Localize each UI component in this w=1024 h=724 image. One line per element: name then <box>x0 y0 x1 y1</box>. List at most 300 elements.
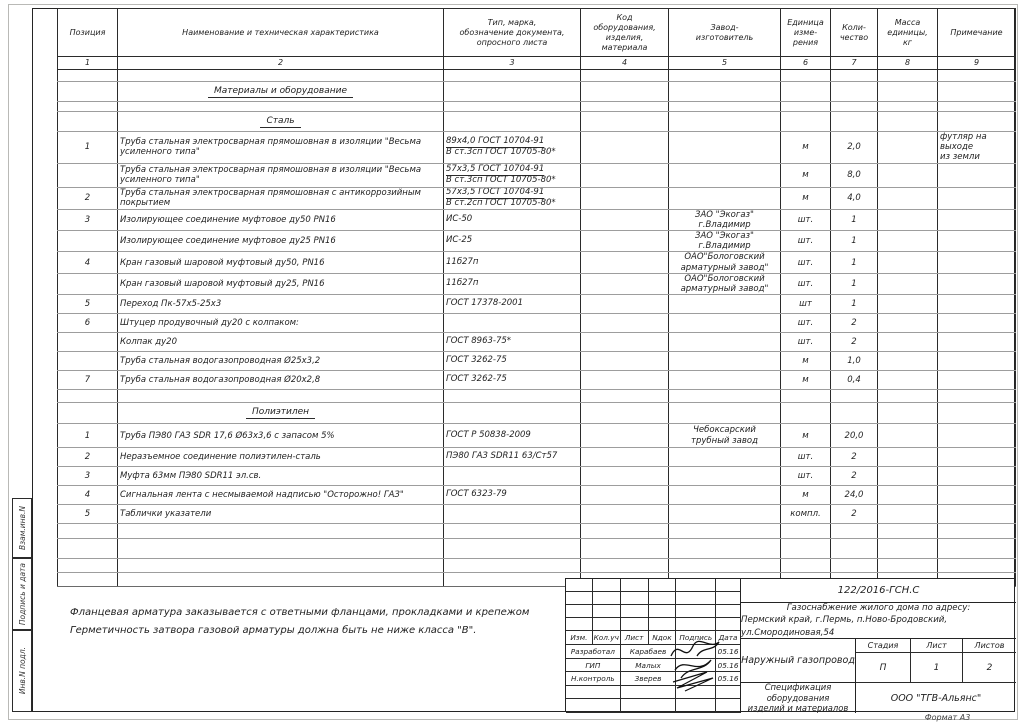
qty-cell <box>831 70 878 82</box>
pos-cell <box>58 82 118 102</box>
rev-header-cell: Nдок <box>649 631 677 645</box>
name-cell: Труба стальная водогазопроводная Ø25х3,2 <box>118 352 444 371</box>
unit-cell: шт. <box>781 467 831 486</box>
type-cell: 57х3,5 ГОСТ 10704-91 В ст.2сп ГОСТ 10705-80* <box>444 187 581 209</box>
qty-cell: 0,4 <box>831 371 878 390</box>
qty-cell <box>831 112 878 132</box>
code-cell <box>581 102 669 112</box>
blank-row <box>58 539 1016 559</box>
frame-stamp-podpis-data <box>12 558 32 630</box>
name-cell: Труба ПЭ80 ГАЗ SDR 17,6 Ø63х3,6 с запасом 5% <box>118 424 444 448</box>
code-cell <box>581 559 669 573</box>
qty-cell: 20,0 <box>831 424 878 448</box>
name-cell <box>118 559 444 573</box>
code-cell <box>581 424 669 448</box>
column-number: 3 <box>444 57 581 70</box>
organization-name: ООО "ТГВ-Альянс" <box>890 692 982 704</box>
mass-cell <box>878 559 938 573</box>
manuf-cell <box>669 333 781 352</box>
note-cell <box>938 403 1016 424</box>
unit-cell <box>781 539 831 559</box>
mass-cell <box>878 539 938 559</box>
sign-date: 05.16 <box>716 645 740 659</box>
name-cell: Труба стальная электросварная прямошовная с антикоррозийным покрытием <box>118 187 444 209</box>
code-cell <box>581 486 669 505</box>
pos-cell: 4 <box>58 252 118 273</box>
manuf-cell: Чебоксарский трубный завод <box>669 424 781 448</box>
unit-cell: м <box>781 371 831 390</box>
mass-cell <box>878 273 938 294</box>
pos-cell: 1 <box>58 424 118 448</box>
qty-cell: 1 <box>831 295 878 314</box>
code-cell <box>581 132 669 164</box>
qty-cell: 2 <box>831 314 878 333</box>
rev-cell <box>566 618 593 631</box>
unit-cell: шт. <box>781 230 831 251</box>
unit-cell: шт. <box>781 252 831 273</box>
rev-cell <box>593 592 621 605</box>
manuf-cell: ОАО"Бологовский арматурный завод" <box>669 252 781 273</box>
pos-cell: 6 <box>58 314 118 333</box>
table-row <box>58 252 1016 273</box>
sign-date: 05.16 <box>716 659 740 672</box>
mass-cell <box>878 424 938 448</box>
type-cell: ГОСТ 3262-75 <box>444 371 581 390</box>
rev-cell <box>649 579 677 592</box>
note-line-2: Герметичность затвора газовой арматуры должна быть не ниже класса "В". <box>70 625 477 636</box>
table-row <box>58 163 1016 187</box>
project-title-line-1: Газоснабжение жилого дома по адресу: <box>786 602 971 613</box>
table-row <box>58 314 1016 333</box>
qty-cell: 2,0 <box>831 132 878 164</box>
note-cell <box>938 505 1016 524</box>
blank-row <box>58 524 1016 539</box>
table-row <box>58 448 1016 467</box>
unit-cell <box>781 82 831 102</box>
name-cell: Труба стальная водогазопроводная Ø20х2,8 <box>118 371 444 390</box>
note-cell <box>938 371 1016 390</box>
mass-cell <box>878 448 938 467</box>
note-cell: футляр на выходе из земли <box>938 132 1016 164</box>
note-cell <box>938 539 1016 559</box>
code-cell <box>581 539 669 559</box>
name-cell: Таблички указатели <box>118 505 444 524</box>
column-header-2: Наименование и техническая характеристика <box>118 9 444 57</box>
column-number: 7 <box>831 57 878 70</box>
note-cell <box>938 424 1016 448</box>
rev-empty-row <box>566 579 740 592</box>
table-row <box>58 209 1016 230</box>
pos-cell: 1 <box>58 132 118 164</box>
unit-cell: м <box>781 486 831 505</box>
note-line-1: Фланцевая арматура заказывается с ответными фланцами, прокладками и крепежом <box>70 607 530 618</box>
qty-cell <box>831 82 878 102</box>
type-cell: ИС-50 <box>444 209 581 230</box>
manuf-cell <box>669 448 781 467</box>
unit-cell: шт. <box>781 209 831 230</box>
rev-empty-row <box>566 618 740 631</box>
name-cell <box>118 539 444 559</box>
unit-cell <box>781 70 831 82</box>
column-number: 8 <box>878 57 938 70</box>
manuf-cell <box>669 559 781 573</box>
qty-cell: 8,0 <box>831 163 878 187</box>
column-number: 5 <box>669 57 781 70</box>
note-cell <box>938 314 1016 333</box>
rev-header-cell: Подпись <box>676 631 716 645</box>
rev-cell <box>676 592 716 605</box>
code-cell <box>581 252 669 273</box>
blank-row <box>58 559 1016 573</box>
rev-cell <box>593 579 621 592</box>
type-cell <box>444 505 581 524</box>
rev-cell <box>676 618 716 631</box>
mass-cell <box>878 209 938 230</box>
type-cell <box>444 314 581 333</box>
mass-cell <box>878 112 938 132</box>
code-cell <box>581 314 669 333</box>
sheet-content-line-1: Спецификация оборудования <box>764 681 832 703</box>
name-cell: Труба стальная электросварная прямошовная в изоляции "Весьма усиленного типа" <box>118 163 444 187</box>
drawing-title: Наружный газопровод <box>741 639 856 683</box>
pos-cell <box>58 102 118 112</box>
table-row <box>58 505 1016 524</box>
rev-cell <box>649 592 677 605</box>
pos-cell: 2 <box>58 448 118 467</box>
section-title: Полиэтилен <box>246 407 315 419</box>
rev-cell <box>676 579 716 592</box>
frame-stamp-vzam-inv <box>12 498 32 558</box>
rev-header-cell: Кол.уч <box>593 631 621 645</box>
manuf-cell: ЗАО "Экогаз" г.Владимир <box>669 209 781 230</box>
pos-cell <box>58 352 118 371</box>
pos-cell <box>58 333 118 352</box>
qty-cell: 24,0 <box>831 486 878 505</box>
qty-cell: 2 <box>831 333 878 352</box>
unit-cell <box>781 524 831 539</box>
unit-cell <box>781 403 831 424</box>
pos-cell: 7 <box>58 371 118 390</box>
rev-cell <box>566 605 593 618</box>
sheets-value: 2 <box>963 653 1016 683</box>
document-number: 122/2016-ГСН.С <box>741 579 1016 603</box>
name-cell <box>118 82 444 102</box>
sign-role: Разработал <box>566 645 621 659</box>
vzam-inv-label: Взам.инв.N <box>17 506 27 550</box>
rev-cell <box>621 618 649 631</box>
qty-cell <box>831 102 878 112</box>
mass-cell <box>878 467 938 486</box>
type-cell: ГОСТ 6323-79 <box>444 486 581 505</box>
manuf-cell <box>669 314 781 333</box>
code-cell <box>581 403 669 424</box>
rev-cell <box>621 605 649 618</box>
note-cell <box>938 333 1016 352</box>
table-row <box>58 424 1016 448</box>
code-cell <box>581 467 669 486</box>
manuf-cell <box>669 82 781 102</box>
mass-cell <box>878 187 938 209</box>
code-cell <box>581 371 669 390</box>
unit-cell: м <box>781 352 831 371</box>
type-cell <box>444 390 581 403</box>
table-row <box>58 333 1016 352</box>
type-cell <box>444 573 581 587</box>
mass-cell <box>878 314 938 333</box>
column-header-7: Коли- чество <box>831 9 878 57</box>
qty-cell <box>831 524 878 539</box>
name-cell <box>118 112 444 132</box>
mass-cell <box>878 333 938 352</box>
sign-empty-row <box>566 699 740 713</box>
mass-cell <box>878 82 938 102</box>
table-row <box>58 371 1016 390</box>
type-cell <box>444 70 581 82</box>
rev-cell <box>716 579 740 592</box>
frame-stamp-inv-podl <box>12 630 32 712</box>
stage-value: П <box>856 653 911 683</box>
pos-cell <box>58 273 118 294</box>
name-cell: Изолирующее соединение муфтовое ду25 PN16 <box>118 230 444 251</box>
sheet-content-line-2: изделий и материалов <box>747 703 849 714</box>
code-cell <box>581 524 669 539</box>
note-cell <box>938 524 1016 539</box>
sheet-label: Лист <box>911 639 963 653</box>
section-row <box>58 403 1016 424</box>
qty-cell: 1 <box>831 273 878 294</box>
manuf-cell <box>669 486 781 505</box>
code-cell <box>581 273 669 294</box>
unit-cell: м <box>781 163 831 187</box>
mass-cell <box>878 70 938 82</box>
pos-cell <box>58 112 118 132</box>
manuf-cell <box>669 505 781 524</box>
qty-cell: 1,0 <box>831 352 878 371</box>
manuf-cell <box>669 524 781 539</box>
qty-cell <box>831 559 878 573</box>
pos-cell <box>58 163 118 187</box>
pos-cell: 3 <box>58 209 118 230</box>
section-row <box>58 82 1016 102</box>
blank-row <box>58 102 1016 112</box>
rev-cell <box>593 618 621 631</box>
project-title-line-2: Пермский край, г.Пермь, п.Ново-Бродовский, ул.Смородиновая,54 <box>741 615 948 638</box>
stage-header-row <box>856 639 1016 653</box>
manuf-cell <box>669 163 781 187</box>
note-cell <box>938 209 1016 230</box>
pos-cell: 4 <box>58 486 118 505</box>
code-cell <box>581 448 669 467</box>
table-row <box>58 295 1016 314</box>
project-title <box>741 603 1016 639</box>
rev-cell <box>621 592 649 605</box>
type-cell: ГОСТ 8963-75* <box>444 333 581 352</box>
qty-cell <box>831 390 878 403</box>
pos-cell: 3 <box>58 467 118 486</box>
column-number: 1 <box>58 57 118 70</box>
manuf-cell <box>669 187 781 209</box>
sheets-label: Листов <box>963 639 1016 653</box>
manuf-cell <box>669 70 781 82</box>
blank-row <box>58 390 1016 403</box>
specification-table <box>57 8 1016 587</box>
pos-cell <box>58 230 118 251</box>
code-cell <box>581 163 669 187</box>
code-cell <box>581 352 669 371</box>
rev-cell <box>649 605 677 618</box>
unit-cell: компл. <box>781 505 831 524</box>
qty-cell <box>831 403 878 424</box>
type-cell <box>444 559 581 573</box>
rev-cell <box>621 699 677 713</box>
type-cell <box>444 82 581 102</box>
unit-cell <box>781 112 831 132</box>
note-cell <box>938 467 1016 486</box>
unit-cell: м <box>781 424 831 448</box>
name-cell: Кран газовый шаровой муфтовый ду25, PN16 <box>118 273 444 294</box>
name-cell: Колпак ду20 <box>118 333 444 352</box>
name-cell <box>118 524 444 539</box>
type-cell: ПЭ80 ГАЗ SDR11 63/Ст57 <box>444 448 581 467</box>
title-block <box>565 578 1015 712</box>
unit-cell: м <box>781 132 831 164</box>
column-header-6: Единица изме- рения <box>781 9 831 57</box>
type-cell: 11б27п <box>444 273 581 294</box>
unit-cell: шт <box>781 295 831 314</box>
note-cell <box>938 273 1016 294</box>
code-cell <box>581 209 669 230</box>
signature-scribbles <box>663 636 727 694</box>
mass-cell <box>878 371 938 390</box>
unit-cell: шт. <box>781 273 831 294</box>
type-cell: ГОСТ 3262-75 <box>444 352 581 371</box>
unit-cell <box>781 559 831 573</box>
manuf-cell <box>669 352 781 371</box>
section-row <box>58 112 1016 132</box>
qty-cell: 4,0 <box>831 187 878 209</box>
unit-cell: шт. <box>781 314 831 333</box>
qty-cell: 1 <box>831 252 878 273</box>
manuf-cell <box>669 403 781 424</box>
column-header-3: Тип, марка, обозначение документа, опросного листа <box>444 9 581 57</box>
table-row <box>58 352 1016 371</box>
name-cell: Труба стальная электросварная прямошовная в изоляции "Весьма усиленного типа" <box>118 132 444 164</box>
note-cell <box>938 448 1016 467</box>
qty-cell: 1 <box>831 230 878 251</box>
column-number: 2 <box>118 57 444 70</box>
name-cell: Изолирующее соединение муфтовое ду50 PN16 <box>118 209 444 230</box>
rev-cell <box>566 686 621 699</box>
code-cell <box>581 230 669 251</box>
name-cell: Кран газовый шаровой муфтовый ду50, PN16 <box>118 252 444 273</box>
manuf-cell <box>669 390 781 403</box>
manuf-cell <box>669 467 781 486</box>
name-cell <box>118 390 444 403</box>
column-header-8: Масса единицы, кг <box>878 9 938 57</box>
section-title: Материалы и оборудование <box>208 86 353 98</box>
note-cell <box>938 390 1016 403</box>
column-header-5: Завод- изготовитель <box>669 9 781 57</box>
column-header-1: Позиция <box>58 9 118 57</box>
mass-cell <box>878 102 938 112</box>
manuf-cell <box>669 371 781 390</box>
name-cell: Неразъемное соединение полиэтилен-сталь <box>118 448 444 467</box>
pos-cell: 5 <box>58 505 118 524</box>
note-cell <box>938 230 1016 251</box>
qty-cell: 2 <box>831 448 878 467</box>
column-number: 6 <box>781 57 831 70</box>
code-cell <box>581 295 669 314</box>
name-cell <box>118 102 444 112</box>
manuf-cell <box>669 112 781 132</box>
name-cell: Сигнальная лента с несмываемой надписью "Осторожно! ГАЗ" <box>118 486 444 505</box>
sign-name: Карабаев <box>621 645 677 659</box>
type-cell <box>444 403 581 424</box>
rev-cell <box>566 699 621 713</box>
rev-cell <box>676 605 716 618</box>
rev-header-cell: Дата <box>716 631 740 645</box>
rev-header-cell: Изм. <box>566 631 593 645</box>
name-cell: Переход Пк-57х5-25х3 <box>118 295 444 314</box>
rev-empty-row <box>566 605 740 618</box>
type-cell: 89х4,0 ГОСТ 10704-91 В ст.3сп ГОСТ 10705-80* <box>444 132 581 164</box>
name-cell <box>118 573 444 587</box>
pos-cell: 2 <box>58 187 118 209</box>
mass-cell <box>878 163 938 187</box>
unit-cell <box>781 102 831 112</box>
table-row <box>58 230 1016 251</box>
mass-cell <box>878 524 938 539</box>
type-cell: 57х3,5 ГОСТ 10704-91 В ст.3сп ГОСТ 10705-80* <box>444 163 581 187</box>
manuf-cell: ЗАО "Экогаз" г.Владимир <box>669 230 781 251</box>
type-cell <box>444 539 581 559</box>
table-row <box>58 486 1016 505</box>
code-cell <box>581 112 669 132</box>
note-cell <box>938 112 1016 132</box>
type-cell: ИС-25 <box>444 230 581 251</box>
unit-cell <box>781 390 831 403</box>
sign-name: Зверев <box>621 672 677 686</box>
pos-cell <box>58 573 118 587</box>
sign-role: Н.контроль <box>566 672 621 686</box>
qty-cell: 2 <box>831 467 878 486</box>
rev-cell <box>649 618 677 631</box>
code-cell <box>581 333 669 352</box>
column-header-9: Примечание <box>938 9 1016 57</box>
code-cell <box>581 390 669 403</box>
code-cell <box>581 505 669 524</box>
sheet-content-title <box>741 683 856 713</box>
sign-role: ГИП <box>566 659 621 672</box>
mass-cell <box>878 352 938 371</box>
table-row <box>58 467 1016 486</box>
name-cell: Муфта 63мм ПЭ80 SDR11 эл.св. <box>118 467 444 486</box>
column-number: 4 <box>581 57 669 70</box>
type-cell: ГОСТ Р 50838-2009 <box>444 424 581 448</box>
note-cell <box>938 102 1016 112</box>
mass-cell <box>878 390 938 403</box>
name-cell <box>118 70 444 82</box>
pos-cell: 5 <box>58 295 118 314</box>
rev-header-cell: Лист <box>621 631 649 645</box>
manuf-cell <box>669 132 781 164</box>
rev-cell <box>716 605 740 618</box>
manuf-cell <box>669 102 781 112</box>
note-cell <box>938 295 1016 314</box>
qty-cell: 1 <box>831 209 878 230</box>
rev-cell <box>716 699 740 713</box>
inv-podl-label: Инв.N подл. <box>17 647 27 695</box>
